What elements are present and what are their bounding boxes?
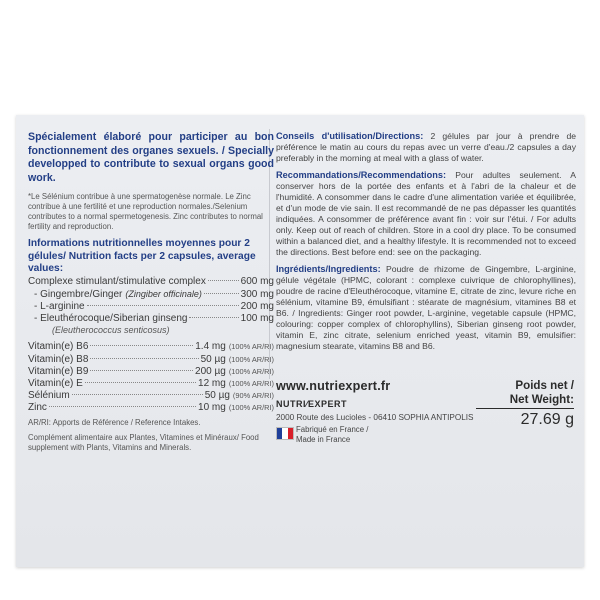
net-weight-label-fr: Poids net / — [515, 379, 574, 392]
leader-dots — [72, 394, 203, 395]
vitamin-row — [28, 390, 274, 402]
complex-amount: 600 mg — [240, 275, 274, 287]
vitamin-ref: (100% AR/RI) — [228, 342, 274, 352]
selenium-note: *Le Sélénium contribue à une spermatogenèse normale. Le Zinc contribue à une fertilité et une reproduction normales./Selenium contributes to a normal spermetogenesis. Zinc contributes to normal fertility and reproduction. — [28, 192, 263, 231]
intro-claim: Spécialement élaboré pour participer au bon fonctionnement des organes sexuels. / Specially developped to contribute to sexual organs good work. — [28, 131, 274, 184]
vitamin-ref: (100% AR/RI) — [228, 378, 274, 388]
leader-dots — [189, 317, 238, 318]
ingredient-name: - L-arginine — [34, 300, 85, 312]
net-weight-rule — [476, 408, 574, 409]
france-flag-icon — [276, 427, 294, 440]
reference-intakes-note: AR/RI: Apports de Référence / Reference Intakes. — [28, 417, 201, 427]
ingredient-latin-eleuthero: (Eleutherococcus senticosus) — [52, 325, 170, 336]
directions-title: Conseils d'utilisation/Directions: — [276, 131, 424, 141]
brand-logo: NUTRI⁄EXPERT — [276, 399, 348, 409]
vitamin-name: Vitamin(e) B8 — [28, 353, 89, 365]
vitamin-amount: 12 mg — [198, 377, 226, 389]
net-weight-label-en: Net Weight: — [509, 393, 574, 406]
ingredient-row-arginine — [28, 301, 274, 313]
leader-dots — [90, 345, 193, 346]
left-column — [28, 131, 274, 453]
leader-dots — [208, 280, 239, 281]
right-column — [276, 131, 576, 444]
vitamin-amount: 200 µg — [195, 365, 226, 377]
directions-paragraph — [276, 131, 576, 164]
complex-row — [28, 276, 274, 288]
vitamin-row — [28, 378, 274, 390]
ingredients-paragraph — [276, 264, 576, 352]
vitamin-amount: 50 µg — [204, 390, 230, 402]
vitamin-name: Zinc — [28, 402, 47, 414]
ingredient-amount: 100 mg — [240, 313, 274, 325]
made-in-fr: Fabriqué en France / — [296, 425, 369, 434]
vitamin-row — [28, 366, 274, 378]
net-weight-value: 27.69 g — [520, 411, 574, 428]
ingredient-row-ginger — [28, 288, 274, 301]
ingredient-name: - Gingembre/Ginger — [34, 288, 123, 300]
ingredient-amount: 200 mg — [240, 300, 274, 312]
recommendations-paragraph — [276, 170, 576, 258]
leader-dots — [90, 358, 198, 359]
made-in-france — [296, 425, 368, 444]
vitamin-row — [28, 354, 274, 366]
ingredient-latin: (Zingiber officinale) — [125, 288, 202, 299]
leader-dots — [204, 293, 239, 294]
vitamin-name: Vitamin(e) B9 — [28, 365, 89, 377]
net-weight-label — [510, 379, 574, 407]
vitamin-amount: 1.4 mg — [195, 341, 226, 353]
made-in-en: Made in France — [296, 434, 351, 444]
complex-name: Complexe stimulant/stimulative complex — [28, 275, 206, 287]
vitamin-amount: 10 mg — [198, 402, 226, 414]
vitamin-row — [28, 402, 274, 414]
leader-dots — [90, 370, 193, 371]
ingredient-row-eleuthero — [28, 313, 274, 325]
recommendations-text: Pour adultes seulement. A conserver hors de la portée des enfants et à l'abri de la chaleur et de l'humidité. A consommer dans le cadre d'une alimentation variée et équilibrée, et d'un mode de vie sain. Il est recommandé de ne pas dépasser les quantités indiquées. A consommer de préférence avant fin : voir sur l'étui. / For adults only. Keep out of reach of children. Store in a cool dry place. To be consumed within a balanced diet, and a healthy lifestyle. It is recommended not to exceed the directions. Best before end: see on the packaging. — [276, 170, 576, 257]
ingredients-text: Poudre de rhizome de Gingembre, L-arginine, gélule végétale (HPMC, colorant : complexe cuivrique de chlorophyllines), poudre de racine d'Eleuthérocoque, vitamine E, citrate de zinc, levure riche en sélénium, vitamine B9, émulsifiant : stéarate de magnésium, vitamines B8 et B6. / Ingredients: Ginger root powder, L-arginine, vegetable capsule (HPMC, colouring: copper complex of chlorophyllins), Siberian ginseng root powder, vitamin E, zinc citrate, selenium enriched yeast, vitamin B9, emulsifier: magnesium stearate, vitamins B8 and B6. — [276, 264, 576, 351]
vitamin-name: Vitamin(e) E — [28, 377, 83, 389]
label-panel — [16, 115, 584, 567]
leader-dots — [87, 305, 239, 306]
vitamin-amount: 50 µg — [200, 353, 226, 365]
vitamin-row — [28, 341, 274, 353]
vitamin-ref: (90% AR/RI) — [232, 391, 274, 401]
ingredients-title: Ingrédients/Ingredients: — [276, 264, 381, 274]
flag-stripe-red — [288, 428, 293, 439]
vitamin-ref: (100% AR/RI) — [228, 354, 274, 364]
ingredient-amount: 300 mg — [240, 288, 274, 300]
leader-dots — [49, 406, 196, 407]
leader-dots — [85, 382, 196, 383]
vitamin-name: Sélénium — [28, 390, 70, 402]
recommendations-title: Recommandations/Recommendations: — [276, 170, 447, 180]
nutrition-title: Informations nutritionnelles moyennes pour 2 gélules/ Nutrition facts per 2 capsules, average values: — [28, 238, 256, 274]
directions-text: 2 gélules par jour à prendre de préférence le matin au cours du repas avec un verre d'eau./2 capsules a day preferably in the morning at meal with a glass of water. — [276, 131, 576, 163]
vitamin-ref: (100% AR/RI) — [228, 403, 274, 413]
company-address: 2000 Route des Lucioles - 06410 SOPHIA ANTIPOLIS — [276, 413, 474, 422]
website-url: www.nutriexpert.fr — [276, 379, 391, 393]
vitamin-ref: (100% AR/RI) — [228, 366, 274, 376]
food-supplement-note: Complément alimentaire aux Plantes, Vitamines et Minéraux/ Food supplement with Plants, Vitamins and Minerals. — [28, 432, 259, 452]
vitamin-name: Vitamin(e) B6 — [28, 341, 89, 353]
ingredient-name: - Eleuthérocoque/Siberian ginseng — [34, 313, 188, 325]
